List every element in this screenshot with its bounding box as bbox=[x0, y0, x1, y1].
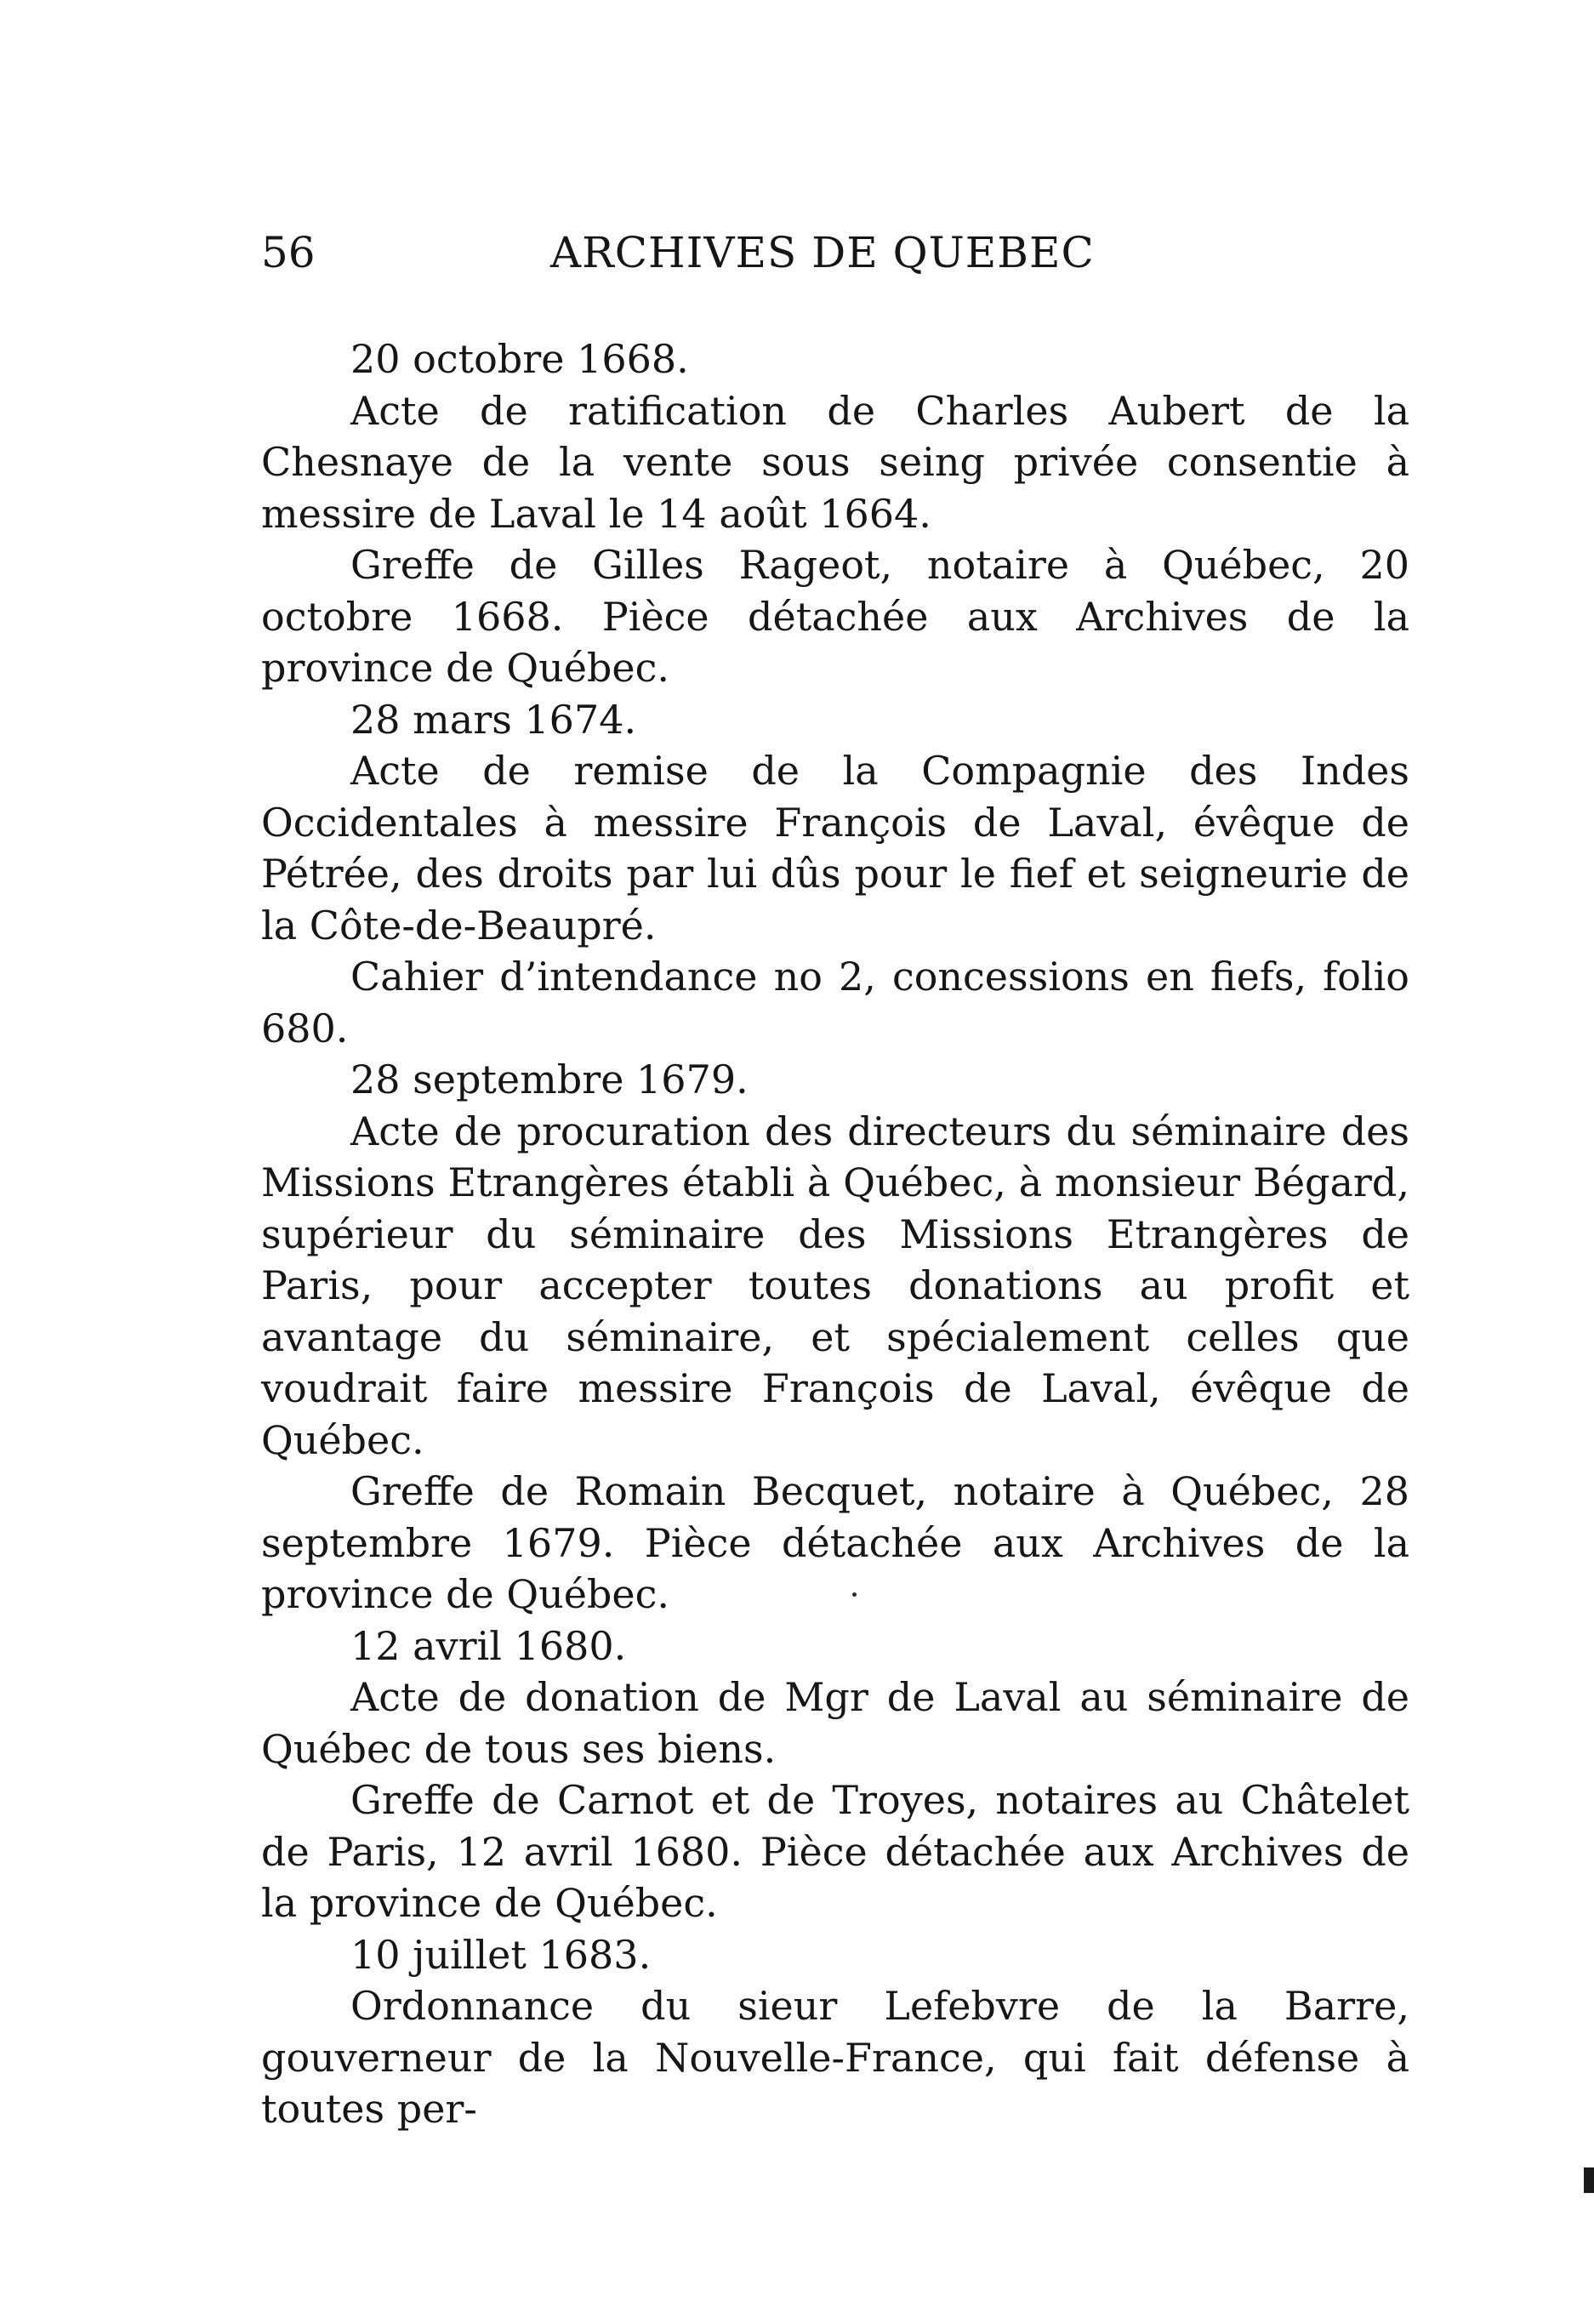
entry-date: 10 juillet 1683. bbox=[350, 1931, 652, 1978]
entry-source: Cahier d’intendance no 2, concessions en fiefs, folio 680. bbox=[261, 954, 1409, 1051]
entry-date: 12 avril 1680. bbox=[350, 1622, 627, 1669]
entry-description: Acte de ratification de Charles Aubert de la Chesnaye de la vente sous seing privée consentie à messire de Laval le 14 août 1664. bbox=[261, 387, 1409, 537]
entry-description: Acte de donation de Mgr de Laval au séminaire de Québec de tous ses biens. bbox=[261, 1674, 1409, 1772]
entry-date: 28 septembre 1679. bbox=[350, 1057, 749, 1102]
entry-source: Greffe de Gilles Rageot, notaire à Québec, 20 octobre 1668. Pièce détachée aux Archives de la province de Québec. bbox=[261, 542, 1409, 691]
entry-date: 20 octobre 1668. bbox=[350, 336, 689, 382]
entry-description: Acte de procuration des directeurs du séminaire des Missions Etrangères établi à Québec, à monsieur Bégard, supérieur du séminaire des Missions Etrangères de Paris, pour accepter toutes donations au profit et avantage du séminaire, et spécialement celles que voudrait faire messire François de Laval, évêque de Québec. bbox=[261, 1108, 1409, 1463]
entry-date: 28 mars 1674. bbox=[350, 696, 637, 743]
running-title: ARCHIVES DE QUEBEC bbox=[550, 228, 1095, 277]
page-header bbox=[261, 228, 1409, 288]
page-number: 56 bbox=[261, 228, 316, 277]
scan-edge-mark bbox=[1584, 2167, 1594, 2193]
entry-description: Acte de remise de la Compagnie des Indes Occidentales à messire François de Laval, évêque de Pétrée, des droits par lui dûs pour le fief et seigneurie de la Côte-de-Beaupré. bbox=[261, 748, 1409, 948]
entry-description: Ordonnance du sieur Lefebvre de la Barre, gouverneur de la Nouvelle-France, qui fait défense à toutes per- bbox=[261, 1983, 1409, 2132]
entry-source: Greffe de Carnot et de Troyes, notaires au Châtelet de Paris, 12 avril 1680. Pièce détachée aux Archives de la province de Québec. bbox=[261, 1777, 1409, 1926]
print-speck bbox=[852, 1592, 857, 1597]
page-body bbox=[261, 333, 1409, 2135]
entry-source: Greffe de Romain Becquet, notaire à Québec, 28 septembre 1679. Pièce détachée aux Archives de la province de Québec. bbox=[261, 1468, 1409, 1617]
